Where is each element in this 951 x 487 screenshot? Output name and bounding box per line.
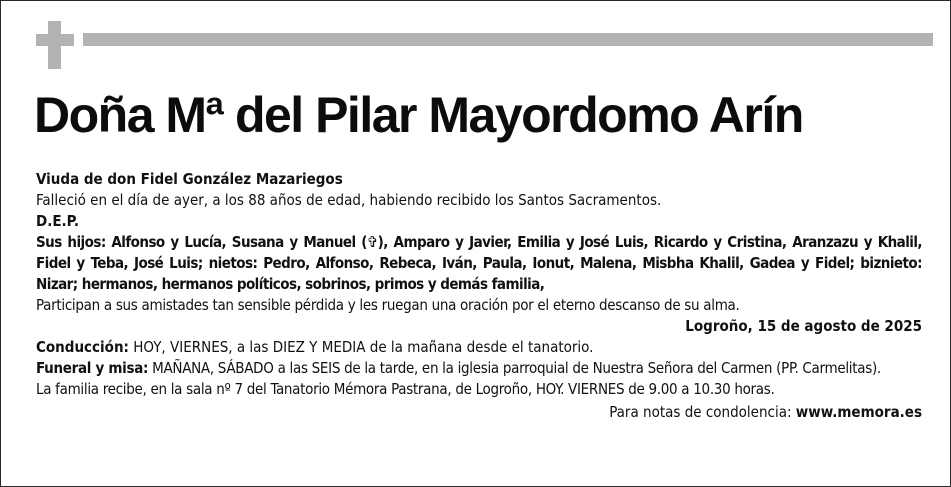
- conduction-label: Conducción:: [36, 338, 129, 356]
- conduction-text: HOY, VIERNES, a las DIEZ Y MEDIA de la mañana desde el tanatorio.: [128, 338, 594, 356]
- cross-horizontal-bar: [36, 34, 74, 46]
- place-date: Logroño, 15 de agosto de 2025: [685, 317, 922, 335]
- family-paragraph: [36, 232, 922, 295]
- notice-body: [36, 169, 922, 423]
- funeral-text: MAÑANA, SÁBADO a las SEIS de la tarde, en la iglesia parroquial de Nuestra Señora del Carmen (PP. Carmelitas).: [148, 359, 881, 377]
- funeral-line: [36, 358, 922, 379]
- funeral-label: Funeral y misa:: [36, 359, 149, 377]
- condolence-label: Para notas de condolencia:: [609, 403, 796, 421]
- widow-line: Viuda de don Fidel González Mazariegos: [36, 170, 343, 188]
- latin-cross-icon: [36, 21, 74, 69]
- deceased-name: Doña Mª del Pilar Mayordomo Arín: [34, 87, 803, 143]
- header-rule: [83, 33, 933, 46]
- family-text-part1: Sus hijos: Alfonso y Lucía, Susana y Manuel (: [36, 233, 367, 251]
- conduction-line: [36, 337, 922, 358]
- cross-icon: ✞: [366, 233, 378, 251]
- rip-line: D.E.P.: [36, 212, 79, 230]
- condolence-link[interactable]: www.memora.es: [795, 403, 922, 421]
- death-line: Falleció en el día de ayer, a los 88 años de edad, habiendo recibido los Santos Sacramentos.: [36, 191, 662, 209]
- reception-line: La familia recibe, en la sala nº 7 del Tanatorio Mémora Pastrana, de Logroño, HOY. VIERNES de 9.00 a 10.30 horas.: [36, 380, 775, 398]
- family-text-part2: ), Amparo y Javier, Emilia y José Luis, Ricardo y Cristina, Aranzazu y Khalil, Fidel y Teba, José Luis; nietos: Pedro, Alfonso, Rebeca, Iván, Paula, Ionut, Malena, Misbha Khalil, Gadea y Fidel; biznieto: Nizar; hermanos, hermanos políticos, sobrinos, primos y demás familia,: [36, 233, 923, 293]
- announcement-line: Participan a sus amistades tan sensible pérdida y les ruegan una oración por el eterno descanso de su alma.: [36, 296, 740, 314]
- condolence-line: [36, 402, 922, 423]
